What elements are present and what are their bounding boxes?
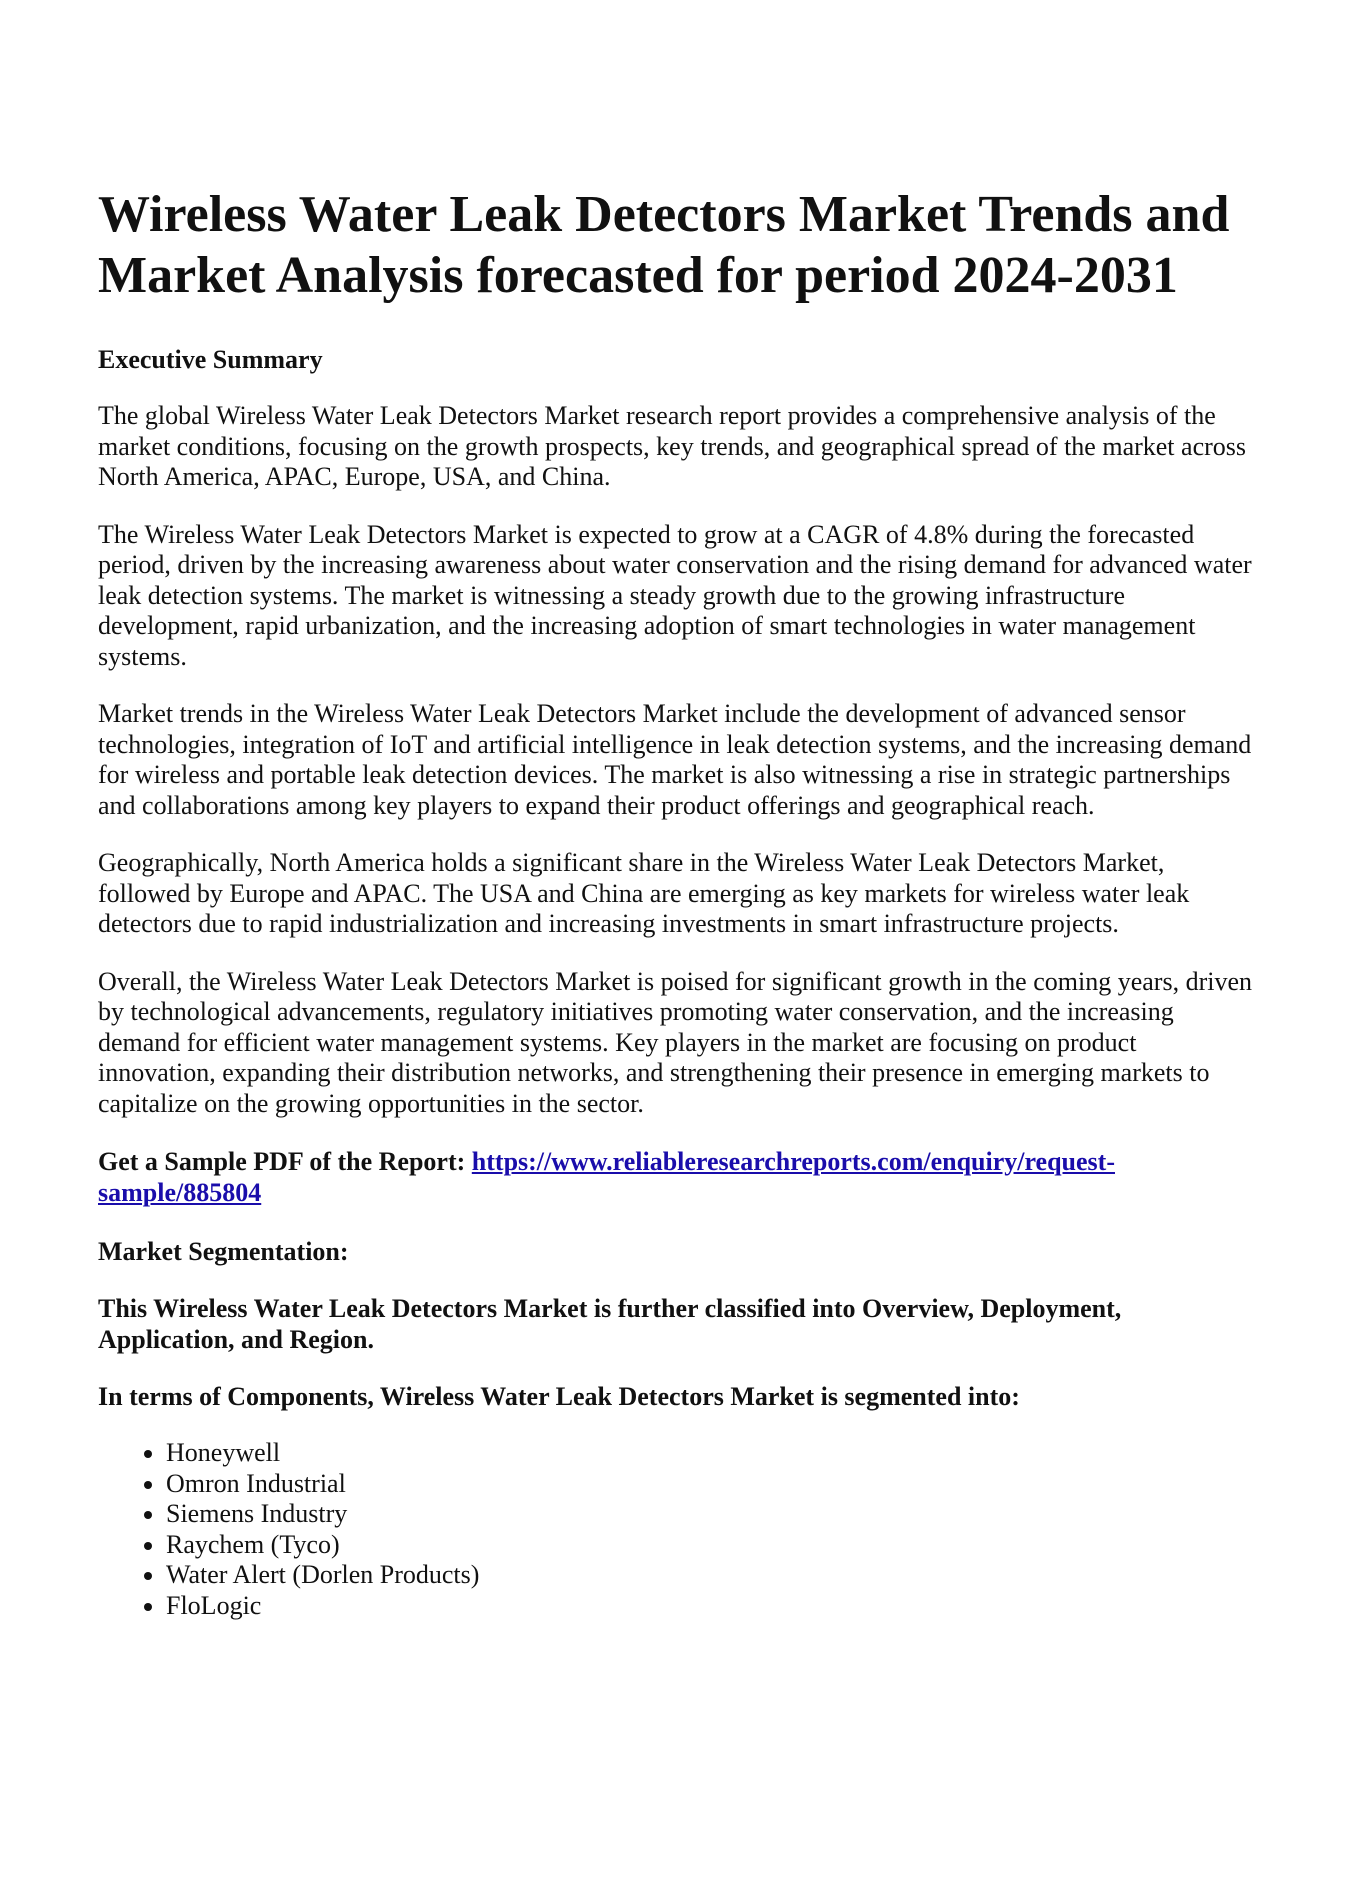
list-item: • Raychem (Tyco) [166,1530,1258,1561]
document-page [98,184,1258,1621]
sample-pdf-label: Get a Sample PDF of the Report: [98,1147,472,1176]
market-segmentation-heading: Market Segmentation: [98,1237,349,1266]
summary-paragraph-3: Market trends in the Wireless Water Leak Detectors Market include the development of advanced sensor technologies, integration of IoT and artificial intelligence in leak detection systems, and the increasing demand for wireless and portable leak detection devices. The market is also witnessing a rise in strategic partnerships and collaborations among key players to expand their product offerings and geographical reach. [98,699,1252,820]
sample-pdf-link[interactable]: https://www.reliableresearchreports.com/enquiry/request-sample/885804 [98,1147,1115,1207]
list-item: • FloLogic [166,1591,1258,1622]
summary-paragraph-5: Overall, the Wireless Water Leak Detectors Market is poised for significant growth in the coming years, driven by technological advancements, regulatory initiatives promoting water conservation, and the increasing demand for efficient water management systems. Key players in the market are focusing on product innovation, expanding their distribution networks, and strengthening their presence in emerging markets to capitalize on the growing opportunities in the sector. [98,966,1252,1118]
key-players-list [98,1438,1258,1621]
summary-paragraph-1: The global Wireless Water Leak Detectors Market research report provides a comprehensive analysis of the market conditions, focusing on the growth prospects, key trends, and geographical spread of the market across North America, APAC, Europe, USA, and China. [98,401,1246,491]
list-item: • Omron Industrial [166,1469,1258,1500]
summary-paragraph-4: Geographically, North America holds a significant share in the Wireless Water Leak Detectors Market, followed by Europe and APAC. The USA and China are emerging as key markets for wireless water leak detectors due to rapid industrialization and increasing investments in smart infrastructure projects. [98,848,1190,938]
sample-pdf-line [98,1146,1258,1208]
list-item: • Water Alert (Dorlen Products) [166,1560,1258,1591]
segmentation-classification: This Wireless Water Leak Detectors Market is further classified into Overview, Deployment, Application, and Region. [98,1294,1122,1354]
executive-summary-heading: Executive Summary [98,345,323,374]
list-item: • Honeywell [166,1438,1258,1469]
summary-paragraph-2: The Wireless Water Leak Detectors Market is expected to grow at a CAGR of 4.8% during the forecasted period, driven by the increasing awareness about water conservation and the rising demand for advanced water leak detection systems. The market is witnessing a steady growth due to the growing infrastructure development, rapid urbanization, and the increasing adoption of smart technologies in water management systems. [98,519,1252,671]
components-heading: In terms of Components, Wireless Water Leak Detectors Market is segmented into: [98,1382,1020,1411]
list-item: • Siemens Industry [166,1499,1258,1530]
document-title: Wireless Water Leak Detectors Market Trends and Market Analysis forecasted for period 2024-2031 [98,186,1230,304]
